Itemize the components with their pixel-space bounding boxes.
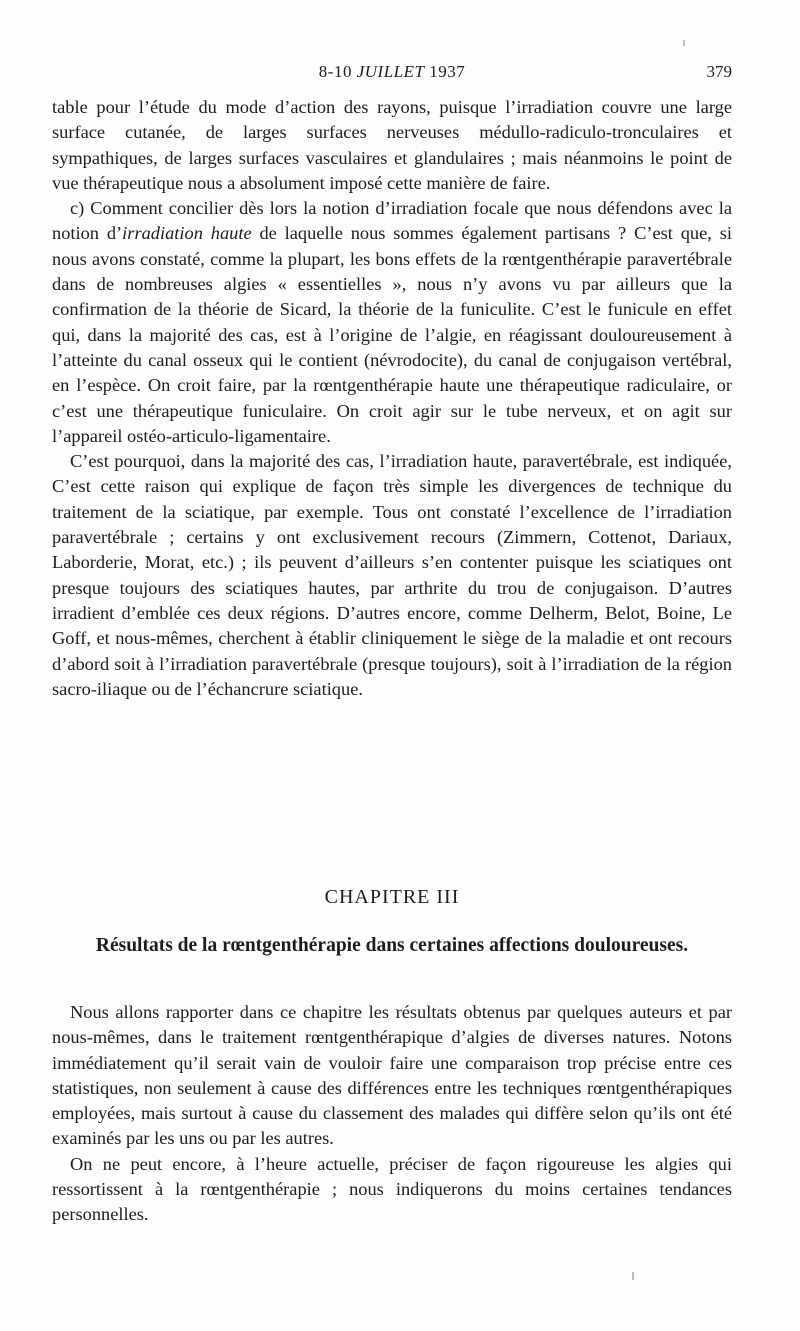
chapter-title: Résultats de la rœntgenthérapie dans certaines affections douloureuses.: [95, 935, 689, 956]
body-text-bottom: [52, 1000, 732, 1228]
body-text-top: [52, 95, 732, 702]
running-header: [52, 62, 732, 92]
header-month: JUILLET: [356, 62, 425, 81]
page-number: 379: [706, 62, 732, 81]
chapter-heading: CHAPITRE III: [324, 886, 460, 908]
paragraph: On ne peut encore, à l’heure actuelle, préciser de façon rigoureuse les algies qui ressortissent à la rœntgenthérapie ; nous indiquerons du moins certaines tendances personnelles.: [52, 1153, 732, 1225]
header-date-prefix: 8-10: [318, 62, 352, 81]
paragraph: C’est pourquoi, dans la majorité des cas, l’irradiation haute, paravertébrale, est indiquée, C’est cette raison qui explique de façon très simple les divergences de technique du traitement de la sciatique, par exemple. Tous ont constaté l’excellence de l’irradiation paravertébrale ; certains y ont exclusivement recours (Zimmern, Cottenot, Dariaux, Laborderie, Morat, etc.) ; ils peuvent d’ailleurs s’en contenter puisque les sciatiques ont presque toujours des sciatiques hautes, par arthrite du trou de conjugaison. D’autres irradient d’emblée ces deux régions. D’autres encore, comme Delherm, Belot, Boine, Le Goff, et nous-mêmes, cherchent à établir cliniquement le siège de la maladie et ont recours d’abord soit à l’irradiation paravertébrale (presque toujours), soit à l’irradiation de la région sacro-iliaque ou de l’échancrure sciatique.: [52, 451, 732, 699]
scan-speck: [683, 40, 685, 46]
paragraph-text: de laquelle nous sommes également partisans ? C’est que, si nous avons constaté, comme la plupart, les bons effets de la rœntgenthérapie paravertébrale dans de nombreuses algies « essentielles », nous n’y avons vu par ailleurs que la confirmation de la théorie de Sicard, la théorie de la funiculite. C’est le funicule en effet qui, dans la majorité des cas, est à l’origine de l’algie, en réagissant douloureusement à l’atteinte du canal osseux qui le contient (névrodocite), du canal de conjugaison vertébral, en l’espèce. On croit faire, par la rœntgenthérapie haute une thérapeutique radiculaire, or c’est une thérapeutique funiculaire. On croit agir sur le tube nerveux, et on agit sur l’appareil ostéo-articulo-ligamentaire.: [52, 223, 732, 446]
paragraph: Nous allons rapporter dans ce chapitre les résultats obtenus par quelques auteurs et par nous-mêmes, dans le traitement rœntgenthérapique d’algies de diverses natures. Notons immédiatement qu’il serait vain de vouloir faire une comparaison trop précise entre ces statistiques, non seulement à cause des différences entre les techniques rœntgenthérapiques employées, mais surtout à cause du classement des malades qui diffère selon qu’ils ont été examinés par les uns ou par les autres.: [52, 1002, 732, 1149]
emphasis-text: irradiation haute: [122, 223, 252, 244]
header-year: 1937: [429, 62, 466, 81]
paragraph: [52, 196, 732, 449]
scan-speck: [632, 1272, 634, 1280]
paragraph-text: c) Comment concilier dès lors la notion d’irradiation focale que nous défendons avec la notion d’: [52, 198, 732, 244]
running-title: [52, 62, 732, 82]
paragraph: table pour l’étude du mode d’action des rayons, puisque l’irradiation couvre une large surface cutanée, de larges surfaces nerveuses médullo-radiculo-tronculaires et sympathiques, de larges surfaces vasculaires et glandulaires ; mais néanmoins le point de vue thérapeutique nous a absolument imposé cette manière de faire.: [52, 97, 732, 193]
